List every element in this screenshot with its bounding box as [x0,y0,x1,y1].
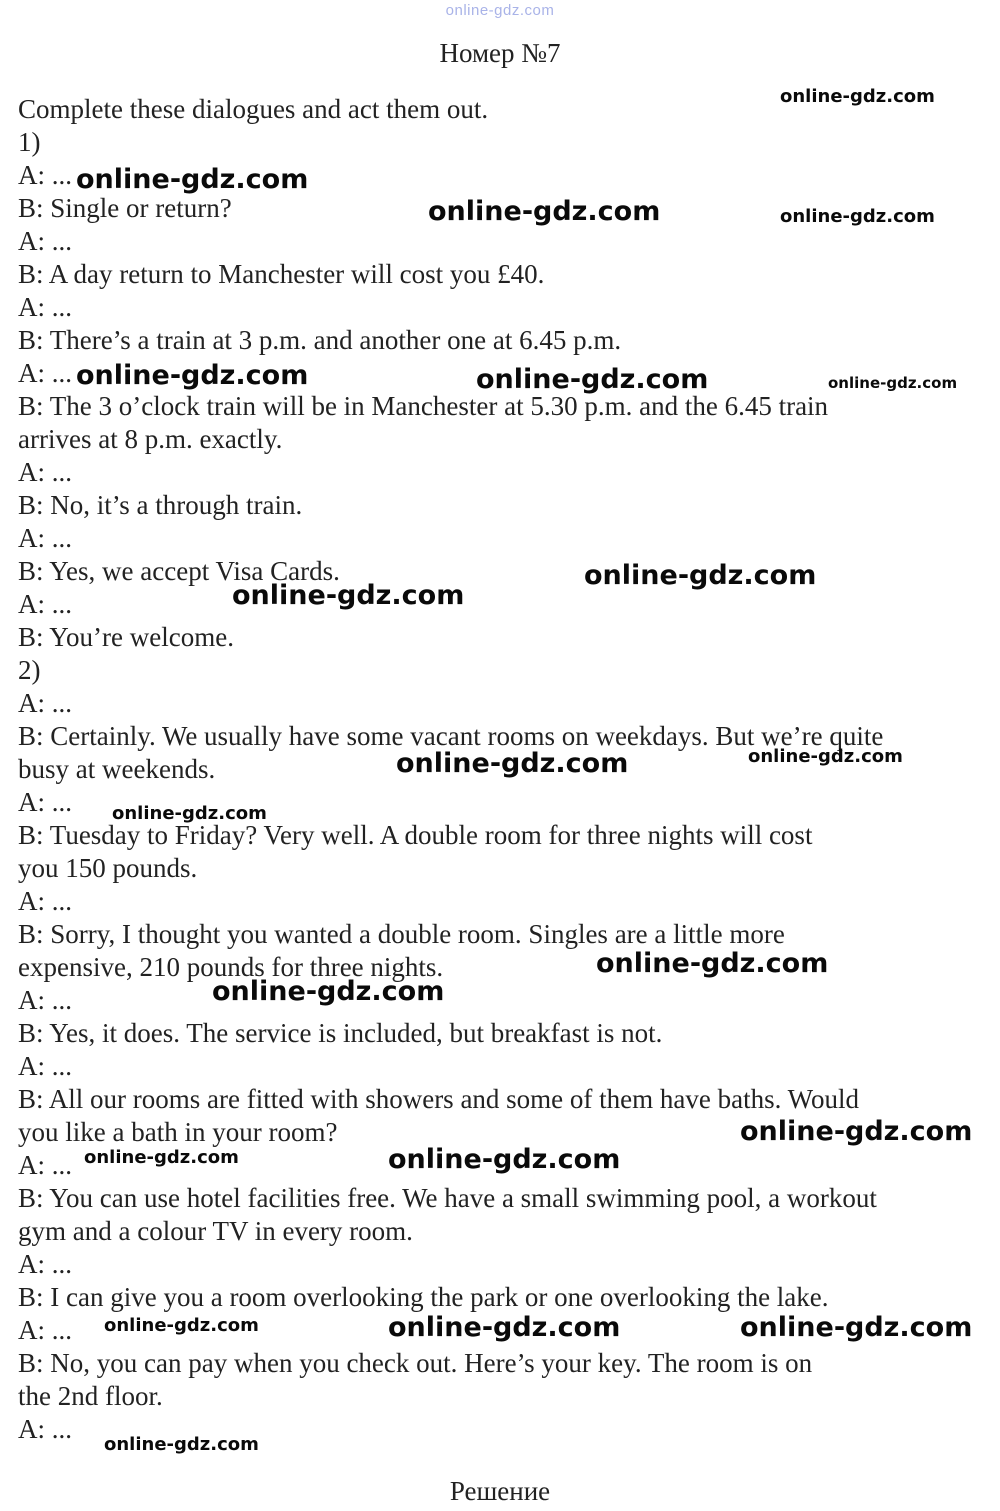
page-title: Номер №7 [439,38,561,68]
dialogue-line: B: The 3 o’clock train will be in Manchester at 5.30 p.m. and the 6.45 train [18,391,829,421]
dialogue-line: B: No, it’s a through train. [18,490,303,520]
dialogue-line: busy at weekends. [18,754,216,784]
dialogue-line: A: ... [18,1414,72,1444]
dialogue-line: A: ... [18,1315,72,1345]
dialogue-2-heading: 2) [18,655,41,685]
dialogue-line: A: ... [18,457,72,487]
watermark: online-gdz.com [828,374,958,392]
dialogue-line: you like a bath in your room? [18,1117,338,1147]
watermark: online-gdz.com [212,976,445,1007]
watermark: online-gdz.com [84,1147,239,1168]
dialogue-line: A: ... [18,226,72,256]
dialogue-line: B: A day return to Manchester will cost you £40. [18,259,545,289]
watermark: online-gdz.com [780,206,935,227]
dialogue-line: the 2nd floor. [18,1381,163,1411]
watermark: online-gdz.com [780,86,935,107]
dialogue-line: A: ... [18,292,72,322]
exercise-instruction: Complete these dialogues and act them out. [18,94,489,124]
dialogue-line: A: ... [18,886,72,916]
dialogue-line: A: ... [18,1051,72,1081]
dialogue-line: B: You’re welcome. [18,622,234,652]
dialogue-line: B: Yes, we accept Visa Cards. [18,556,340,586]
dialogue-line: B: No, you can pay when you check out. Here’s your key. The room is on [18,1348,813,1378]
dialogue-line: A: ... [18,358,72,388]
watermark: online-gdz.com [76,360,309,391]
watermark: online-gdz.com [104,1315,259,1336]
dialogue-line: A: ... [18,523,72,553]
dialogue-1-heading: 1) [18,127,41,157]
dialogue-line: you 150 pounds. [18,853,198,883]
dialogue-line: A: ... [18,1249,72,1279]
dialogue-line: A: ... [18,688,72,718]
watermark: online-gdz.com [428,196,661,227]
dialogue-line: A: ... [18,787,72,817]
dialogue-line: B: All our rooms are fitted with showers and some of them have baths. Would [18,1084,859,1114]
dialogue-line: B: Tuesday to Friday? Very well. A double room for three nights will cost [18,820,813,850]
dialogue-line: B: There’s a train at 3 p.m. and another one at 6.45 p.m. [18,325,622,355]
watermark: online-gdz.com [584,560,817,591]
dialogue-line: B: Certainly. We usually have some vacant rooms on weekdays. But we’re quite [18,721,884,751]
dialogue-line: A: ... [18,985,72,1015]
watermark: online-gdz.com [396,748,629,779]
solution-heading: Решение [449,1476,551,1506]
watermark: online-gdz.com [104,1434,259,1455]
dialogue-line: gym and a colour TV in every room. [18,1216,413,1246]
site-header[interactable]: online-gdz.com [445,2,555,19]
watermark: online-gdz.com [596,948,829,979]
dialogue-line: B: You can use hotel facilities free. We have a small swimming pool, a workout [18,1183,877,1213]
watermark: online-gdz.com [740,1312,973,1343]
dialogue-line: B: Single or return? [18,193,232,223]
watermark: online-gdz.com [76,164,309,195]
dialogue-line: B: Yes, it does. The service is included, but breakfast is not. [18,1018,663,1048]
watermark: online-gdz.com [232,580,465,611]
watermark: online-gdz.com [748,746,903,767]
watermark: online-gdz.com [112,803,267,824]
dialogue-line: A: ... [18,589,72,619]
watermark: online-gdz.com [476,364,709,395]
dialogue-line: A: ... [18,1150,72,1180]
dialogue-line: B: I can give you a room overlooking the park or one overlooking the lake. [18,1282,829,1312]
dialogue-line: A: ... [18,160,72,190]
watermark: online-gdz.com [388,1312,621,1343]
dialogue-line: B: Sorry, I thought you wanted a double room. Singles are a little more [18,919,785,949]
watermark: online-gdz.com [388,1144,621,1175]
dialogue-line: expensive, 210 pounds for three nights. [18,952,444,982]
dialogue-line: arrives at 8 p.m. exactly. [18,424,283,454]
watermark: online-gdz.com [740,1116,973,1147]
